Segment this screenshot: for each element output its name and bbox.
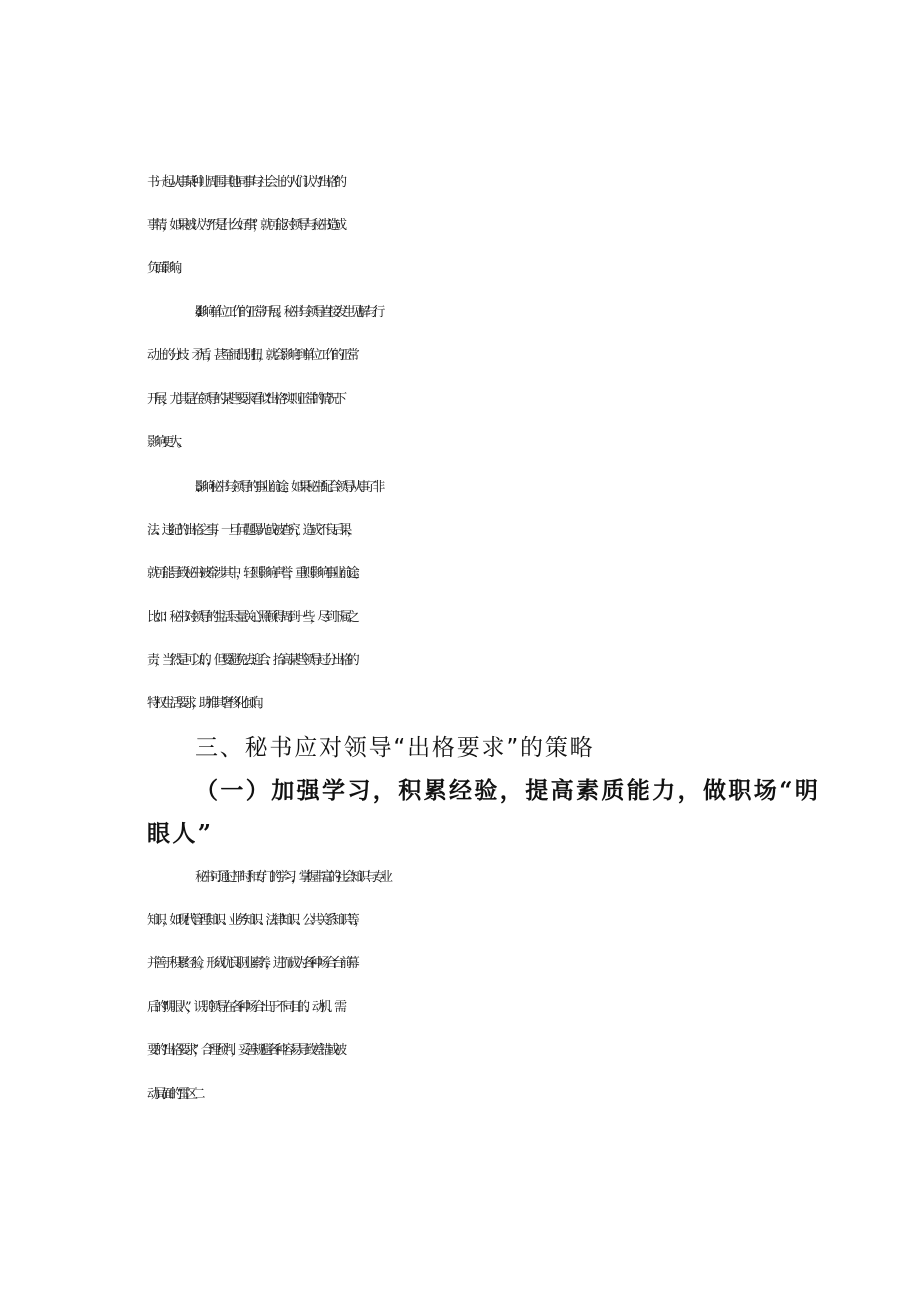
body-text-line: 秘书可通过平时和专门的学习，掌握丰富的社会知识与专业 xyxy=(195,870,388,885)
body-text-line: 责，当然是可以的，但要避免去迎合、抬高某些领导过分出格的 xyxy=(147,653,355,668)
body-text-line: 4 .影响单位工作的正常开展。秘书与领导直接发生见解与行 xyxy=(195,305,380,320)
body-text-line: 特权生活要求，助推其奢侈化倾向。 xyxy=(147,696,266,711)
body-text-line: 后的“明眼人”，识别领导在各种场合出于不同目的、动机、需 xyxy=(147,1000,342,1015)
body-text-line: 就可能导致秘书被牵涉其中，轻则影响声誉，重则影响事业前途。 xyxy=(147,566,362,581)
body-text-line: 要的“出格要求”，合理预判，妥善规避各种容易导致差错或被 xyxy=(147,1043,342,1058)
subsection-heading-continued: 眼人” xyxy=(147,820,214,847)
section-heading: 三、秘书应对领导“出格要求”的策略 xyxy=(195,735,595,761)
subsection-heading: （一）加强学习，积累经验，提高素质能力，做职场“明 xyxy=(195,777,821,804)
body-text-line: 知识，如现代管理知识、业务知识、法律知识、公共关系知识等， xyxy=(147,913,362,928)
body-text-line: 并善于积累经验，形成优良职业素养，进而成为各种场合台前幕 xyxy=(147,956,355,971)
body-text-line: 负面影响。 xyxy=(147,261,185,276)
body-text-line: 动局面的“雷区二 xyxy=(147,1087,200,1102)
body-text-line: 动上的分歧、矛盾，甚至闹出别扭，就会影响到单位工作的正常 xyxy=(147,348,355,363)
body-text-line: 书一起从事某种让周围其他同事与社会上的人们认为“出格”的 xyxy=(147,175,342,190)
body-text-line: 开展，尤其是在领导的某些要求看似“出格”实则正常的情况下 xyxy=(147,392,342,407)
body-text-line: 5 .影响秘书与领导的事业前途。如果秘书配合领导从事了非 xyxy=(195,480,380,495)
body-text-line: 事情，如果被认为“不是什么好事”，就可能对领导与秘书造成 xyxy=(147,218,342,233)
body-text-line: 影响更大。 xyxy=(147,435,185,450)
body-text-line: 法、违纪的出格之事，一旦问题曝光或被查究，造成不良后果， xyxy=(147,523,355,538)
body-text-line: 比如：秘书对领导的生活尽量关心照顾得周到一些，尽到下属之 xyxy=(147,610,355,625)
